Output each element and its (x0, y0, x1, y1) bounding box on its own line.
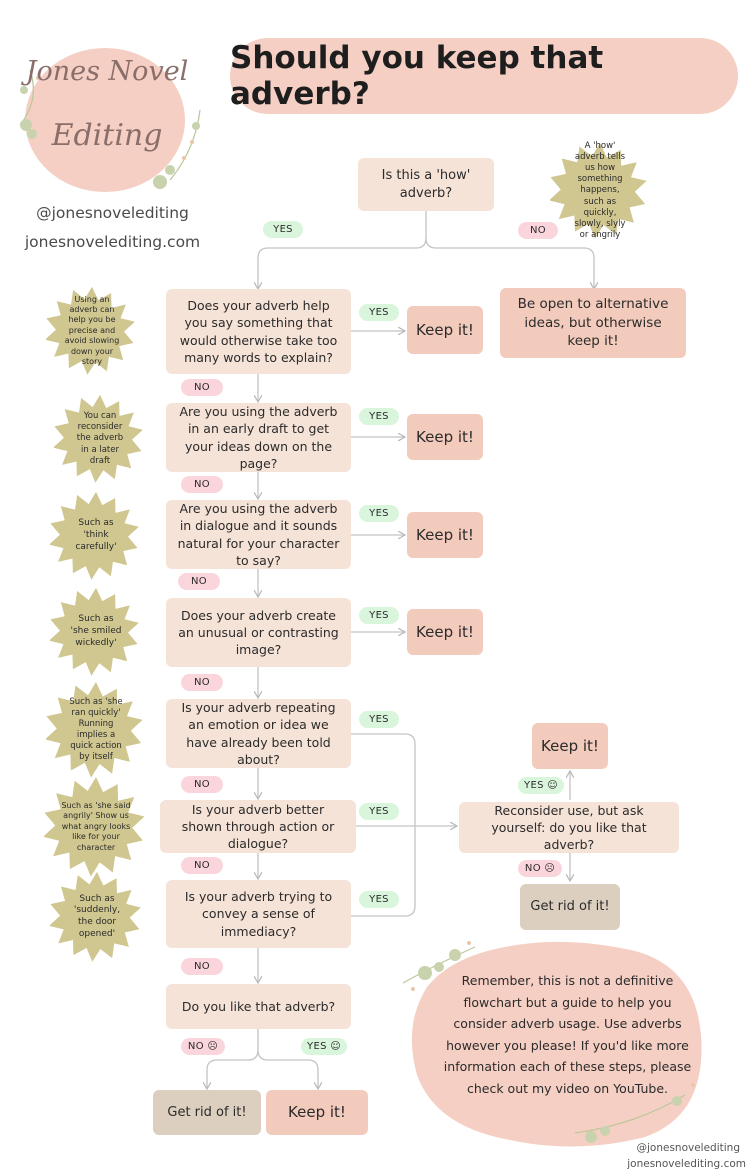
line-how-no (426, 238, 594, 288)
brand-name-line1: Jones Novel (25, 56, 189, 87)
footer-website[interactable]: jonesnovelediting.com (627, 1158, 746, 1170)
get-rid-box: Get rid of it! (520, 884, 620, 930)
keep-it-box: Keep it! (407, 609, 483, 655)
question-4: Does your adverb create an unusual or contrasting image? (166, 598, 351, 667)
brand-handle[interactable]: @jonesnovelediting (36, 204, 189, 222)
yes-tag: YES (359, 304, 399, 321)
burst-1: Using an adverb can help you be precise and avoid slowing down your story (46, 285, 138, 377)
no-tag: NO (181, 674, 223, 691)
yes-tag: YES (359, 505, 399, 522)
no-tag: NO (181, 379, 223, 396)
no-tag: NO (518, 222, 558, 239)
yes-tag: YES (359, 891, 399, 908)
get-rid-box: Get rid of it! (153, 1090, 261, 1135)
burst-5: Such as 'she ran quickly' Running implies a quick action by itself (46, 680, 146, 780)
burst-6: Such as 'she said angrily' Show us what angry looks like for your character (44, 775, 148, 879)
no-tag: NO (181, 958, 223, 975)
question-6: Is your adverb better shown through action or dialogue? (160, 800, 356, 853)
question-2: Are you using the adverb in an early draft to get your ideas down on the page? (166, 403, 351, 472)
line-q8-yes (258, 1050, 318, 1088)
question-1: Does your adverb help you say something that would otherwise take too many words to explain? (166, 289, 351, 374)
question-7: Is your adverb trying to convey a sense of immediacy? (166, 880, 351, 948)
brand-website[interactable]: jonesnovelediting.com (24, 233, 201, 251)
question-5: Is your adverb repeating an emotion or idea we have already been told about? (166, 699, 351, 768)
yes-tag: YES (359, 408, 399, 425)
line-q5-reconsider (351, 734, 415, 916)
burst-3: Such as 'think carefully' (50, 490, 142, 582)
brand-name-line2: Editing (51, 118, 163, 153)
keep-it-box: Keep it! (266, 1090, 368, 1135)
keep-it-box: Keep it! (407, 414, 483, 460)
keep-it-box: Keep it! (407, 306, 483, 354)
alternative-ideas-box: Be open to alternative ideas, but otherwise keep it! (500, 288, 686, 358)
page-title: Should you keep that adverb? (230, 38, 738, 114)
yes-tag: YES (359, 803, 399, 820)
no-tag: NO (181, 476, 223, 493)
yes-smile-tag: YES ☺ (301, 1038, 347, 1055)
no-frown-tag: NO ☹ (181, 1038, 225, 1055)
yes-tag: YES (263, 221, 303, 238)
burst-2: You can reconsider the adverb in a later draft (54, 393, 146, 485)
yes-tag: YES (359, 711, 399, 728)
question-8: Do you like that adverb? (166, 984, 351, 1029)
question-how-adverb: Is this a 'how' adverb? (358, 158, 494, 211)
burst-7: Such as 'suddenly, the door opened' (50, 870, 144, 964)
no-frown-tag: NO ☹ (518, 860, 562, 877)
burst-4: Such as 'she smiled wickedly' (50, 586, 142, 678)
burst-how-adverb: A 'how' adverb tells us how something happens, such as quickly, slowly, slyly or angrily (550, 141, 650, 241)
yes-smile-tag: YES ☺ (518, 777, 564, 794)
no-tag: NO (181, 776, 223, 793)
keep-it-box: Keep it! (407, 512, 483, 558)
no-tag: NO (181, 857, 223, 874)
question-3: Are you using the adverb in dialogue and it sounds natural for your character to say? (166, 500, 351, 569)
note-text: Remember, this is not a definitive flowchart but a guide to help you consider adverb usage. Use adverbs however you please! If you'd like more information each of these steps, please check out my video on YouTube. (443, 973, 692, 1096)
yes-tag: YES (359, 607, 399, 624)
keep-it-box: Keep it! (532, 723, 608, 769)
reconsider-box: Reconsider use, but ask yourself: do you like that adverb? (459, 802, 679, 853)
no-tag: NO (178, 573, 220, 590)
footer-handle[interactable]: @jonesnovelediting (636, 1142, 740, 1154)
